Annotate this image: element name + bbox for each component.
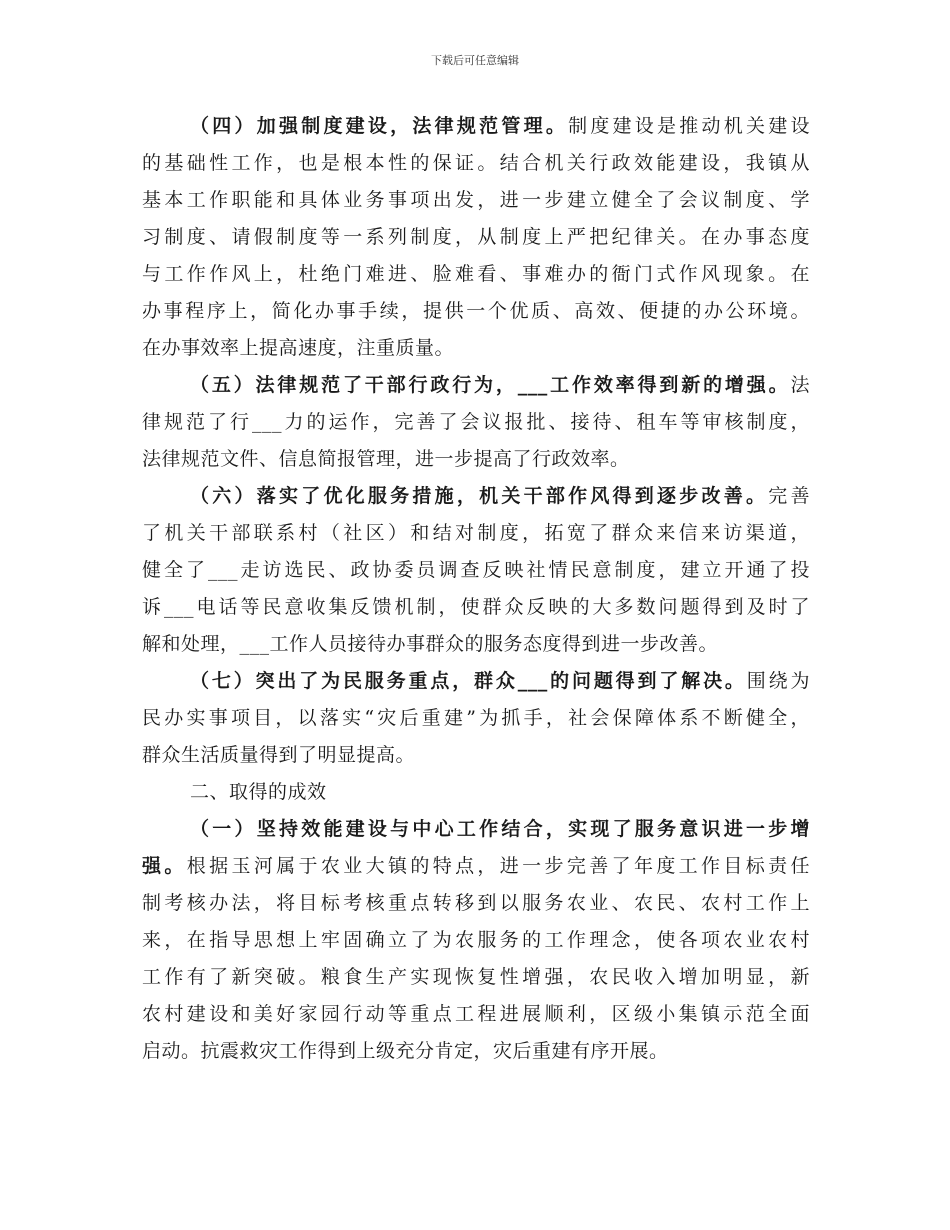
paragraph-6-line-5: 解和处理，___工作人员接待办事群众的服务态度得到进一步改善。: [142, 633, 719, 655]
paragraph-7-text: 围绕为: [746, 670, 810, 692]
paragraph-5-heading: （五）法律规范了干部行政行为，___工作效率得到新的增强。: [190, 374, 791, 396]
section-2-line-6: 农村建设和美好家园行动等重点工程进展顺利，区级小集镇示范全面: [142, 1003, 810, 1025]
document-body: [142, 108, 810, 1070]
paragraph-7-heading: （七）突出了为民服务重点，群众___的问题得到了解决。: [190, 670, 747, 692]
section-2-line-7: 启动。抗震救灾工作得到上级充分肯定，灾后重建有序开展。: [142, 1040, 669, 1062]
paragraph-7-line-1: [142, 663, 810, 700]
paragraph-6-heading: （六）落实了优化服务措施，机关干部作风得到逐步改善。: [190, 485, 769, 507]
paragraph-4-heading: （四）加强制度建设，法律规范管理。: [190, 115, 569, 137]
paragraph-5-line-1: [142, 367, 810, 404]
paragraph-6-text: 完善: [768, 485, 810, 507]
paragraph-6-line-1: [142, 478, 810, 515]
paragraph-4-line-3: 基本工作职能和具体业务事项出发，进一步建立健全了会议制度、学: [142, 189, 810, 211]
paragraph-6-line-2: 了机关干部联系村（社区）和结对制度，拓宽了群众来信来访渠道，: [142, 522, 810, 544]
paragraph-4-line-5: 与工作作风上，杜绝门难进、脸难看、事难办的衙门式作风现象。在: [142, 263, 810, 285]
paragraph-4-line-7: 在办事效率上提高速度，注重质量。: [142, 337, 455, 359]
paragraph-7-line-3: 群众生活质量得到了明显提高。: [142, 744, 416, 766]
section-title: 二、取得的成效: [190, 781, 327, 803]
paragraph-4-line-2: 的基础性工作，也是根本性的保证。结合机关行政效能建设，我镇从: [142, 152, 810, 174]
paragraph-5-line-3: 法律规范文件、信息简报管理，进一步提高了行政效率。: [142, 448, 630, 470]
paragraph-6-line-3: 健全了___走访选民、政协委员调查反映社情民意制度，建立开通了投: [142, 559, 810, 581]
paragraph-4-text: 制度建设是推动机关建设: [568, 115, 810, 137]
paragraph-4-line-6: 办事程序上，简化办事手续，提供一个优质、高效、便捷的办公环境。: [142, 300, 810, 322]
paragraph-5-text: 法: [790, 374, 810, 396]
section-2-line-2: [142, 848, 810, 885]
section-2-line-5: 工作有了新突破。粮食生产实现恢复性增强，农民收入增加明显，新: [142, 966, 810, 988]
section-2-heading-line-1: （一）坚持效能建设与中心工作结合，实现了服务意识进一步增: [190, 818, 810, 840]
paragraph-5-line-2: 律规范了行___力的运作，完善了会议报批、接待、租车等审核制度，: [142, 411, 810, 433]
section-2-text: 根据玉河属于农业大镇的特点，进一步完善了年度工作目标责任: [186, 855, 810, 877]
paragraph-4-line-4: 习制度、请假制度等一系列制度，从制度上严把纪律关。在办事态度: [142, 226, 810, 248]
page-header: 下载后可任意编辑: [431, 54, 519, 67]
paragraph-4-line-1: [142, 108, 810, 145]
section-2-line-3: 制考核办法，将目标考核重点转移到以服务农业、农民、农村工作上: [142, 892, 810, 914]
paragraph-7-line-2: 民办实事项目，以落实“灾后重建”为抓手，社会保障体系不断健全，: [142, 707, 810, 729]
paragraph-6-line-4: 诉___电话等民意收集反馈机制，使群众反映的大多数问题得到及时了: [142, 596, 810, 618]
section-2-heading-line-2: 强。: [142, 855, 187, 877]
section-2-line-4: 来，在指导思想上牢固确立了为农服务的工作理念，使各项农业农村: [142, 929, 810, 951]
